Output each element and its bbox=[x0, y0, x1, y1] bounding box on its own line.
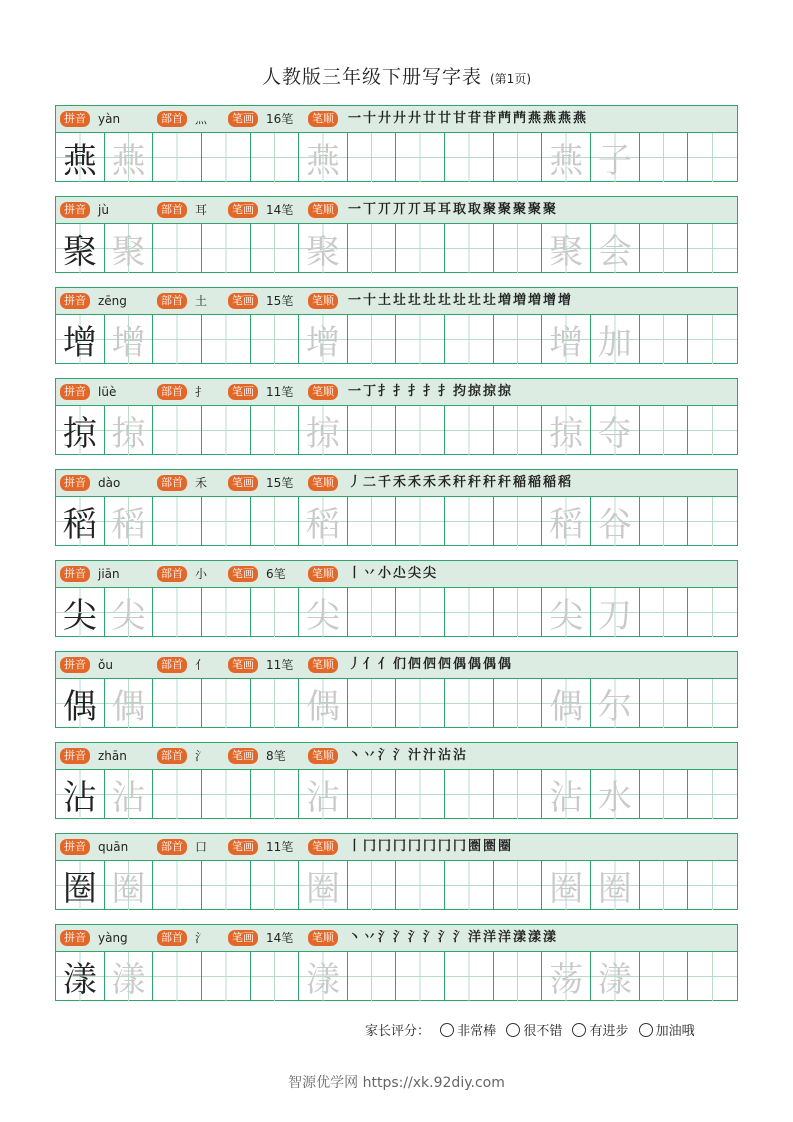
practice-cell[interactable] bbox=[348, 406, 397, 455]
practice-cell[interactable] bbox=[445, 133, 494, 182]
practice-cell[interactable] bbox=[396, 588, 445, 637]
practice-cell[interactable] bbox=[445, 770, 494, 819]
practice-cell[interactable] bbox=[153, 861, 202, 910]
practice-cell[interactable] bbox=[640, 588, 689, 637]
practice-cell[interactable] bbox=[396, 315, 445, 364]
radical-value: 氵 bbox=[195, 749, 208, 763]
practice-cell[interactable] bbox=[202, 588, 251, 637]
pinyin-value: yàn bbox=[98, 112, 121, 126]
char-block bbox=[55, 196, 738, 273]
practice-cell[interactable] bbox=[348, 497, 397, 546]
word-char-cell: 漾 bbox=[591, 952, 640, 1001]
tianzige-grid bbox=[56, 406, 737, 455]
practice-cell[interactable] bbox=[494, 133, 543, 182]
stroke-count-tag: 笔画 bbox=[228, 293, 258, 309]
pinyin-tag: 拼音 bbox=[60, 384, 90, 400]
practice-cell[interactable] bbox=[688, 315, 737, 364]
trace-char-cell: 圈 bbox=[299, 861, 348, 910]
word-char-cell: 夺 bbox=[591, 406, 640, 455]
word-char-cell: 圈 bbox=[542, 861, 591, 910]
stroke-order-tag: 笔顺 bbox=[308, 475, 338, 491]
practice-cell[interactable] bbox=[445, 497, 494, 546]
title-text: 人教版三年级下册写字表 bbox=[261, 66, 482, 88]
practice-cell[interactable] bbox=[445, 952, 494, 1001]
pinyin-tag: 拼音 bbox=[60, 111, 90, 127]
trace-char-cell: 燕 bbox=[299, 133, 348, 182]
model-char-cell: 燕 bbox=[56, 133, 105, 182]
stroke-order-tag: 笔顺 bbox=[308, 111, 338, 127]
word-char-cell: 会 bbox=[591, 224, 640, 273]
pinyin-tag: 拼音 bbox=[60, 202, 90, 218]
practice-cell[interactable] bbox=[396, 406, 445, 455]
practice-cell[interactable] bbox=[251, 588, 300, 637]
stroke-order-sequence: 一丅丌丌丌耳耳取取聚聚聚聚聚 bbox=[348, 202, 559, 217]
practice-cell[interactable] bbox=[202, 679, 251, 728]
practice-cell[interactable] bbox=[202, 406, 251, 455]
tianzige-grid bbox=[56, 588, 737, 637]
practice-cell[interactable] bbox=[688, 588, 737, 637]
pinyin-value: yàng bbox=[98, 931, 128, 945]
word-char-cell: 聚 bbox=[542, 224, 591, 273]
char-info-bar bbox=[56, 470, 737, 497]
stroke-order-sequence: 丨冂冂冂冂冂冂冂圏圏圈 bbox=[348, 839, 514, 854]
stroke-count-value: 15笔 bbox=[266, 294, 294, 308]
practice-cell[interactable] bbox=[251, 952, 300, 1001]
stroke-count-tag: 笔画 bbox=[228, 657, 258, 673]
practice-cell[interactable] bbox=[688, 770, 737, 819]
practice-cell[interactable] bbox=[153, 133, 202, 182]
practice-cell[interactable] bbox=[396, 497, 445, 546]
model-char-cell: 掠 bbox=[56, 406, 105, 455]
practice-cell[interactable] bbox=[494, 770, 543, 819]
radical-tag: 部首 bbox=[157, 839, 187, 855]
stroke-count-value: 11笔 bbox=[266, 658, 294, 672]
trace-char-cell: 聚 bbox=[299, 224, 348, 273]
radical-value: 禾 bbox=[195, 476, 208, 490]
char-info-bar bbox=[56, 197, 737, 224]
practice-cell[interactable] bbox=[348, 224, 397, 273]
radical-tag: 部首 bbox=[157, 930, 187, 946]
trace-char-cell: 掠 bbox=[299, 406, 348, 455]
practice-cell[interactable] bbox=[396, 861, 445, 910]
practice-cell[interactable] bbox=[202, 497, 251, 546]
character-rows bbox=[55, 105, 738, 1015]
stroke-count-value: 14笔 bbox=[266, 931, 294, 945]
model-char-cell: 圈 bbox=[56, 861, 105, 910]
char-block bbox=[55, 833, 738, 910]
char-info-bar bbox=[56, 106, 737, 133]
char-block bbox=[55, 651, 738, 728]
practice-cell[interactable] bbox=[251, 497, 300, 546]
char-block bbox=[55, 560, 738, 637]
word-char-cell: 尔 bbox=[591, 679, 640, 728]
pinyin-tag: 拼音 bbox=[60, 475, 90, 491]
pinyin-value: zhān bbox=[98, 749, 127, 763]
practice-cell[interactable] bbox=[640, 770, 689, 819]
radical-tag: 部首 bbox=[157, 566, 187, 582]
practice-cell[interactable] bbox=[494, 679, 543, 728]
stroke-order-sequence: 丨丷小尐尖尖 bbox=[348, 566, 439, 581]
practice-cell[interactable] bbox=[396, 224, 445, 273]
practice-cell[interactable] bbox=[494, 224, 543, 273]
radical-tag: 部首 bbox=[157, 475, 187, 491]
radical-tag: 部首 bbox=[157, 111, 187, 127]
word-char-cell: 水 bbox=[591, 770, 640, 819]
tianzige-grid bbox=[56, 770, 737, 819]
practice-cell[interactable] bbox=[688, 497, 737, 546]
radical-value: 氵 bbox=[195, 931, 208, 945]
practice-cell[interactable] bbox=[494, 952, 543, 1001]
char-info-bar bbox=[56, 652, 737, 679]
practice-cell[interactable] bbox=[348, 770, 397, 819]
radio-circle-icon[interactable] bbox=[639, 1023, 653, 1037]
stroke-order-tag: 笔顺 bbox=[308, 930, 338, 946]
char-block bbox=[55, 742, 738, 819]
practice-cell[interactable] bbox=[251, 406, 300, 455]
practice-cell[interactable] bbox=[348, 588, 397, 637]
practice-cell[interactable] bbox=[688, 952, 737, 1001]
stroke-count-tag: 笔画 bbox=[228, 930, 258, 946]
practice-cell[interactable] bbox=[153, 224, 202, 273]
eval-option-3[interactable]: 有进步 bbox=[572, 1024, 628, 1039]
tianzige-grid bbox=[56, 224, 737, 273]
trace-char-cell: 尖 bbox=[105, 588, 154, 637]
evaluation-label: 家长评分： bbox=[365, 1024, 431, 1039]
stroke-order-tag: 笔顺 bbox=[308, 657, 338, 673]
practice-cell[interactable] bbox=[640, 861, 689, 910]
practice-cell[interactable] bbox=[153, 315, 202, 364]
radical-tag: 部首 bbox=[157, 657, 187, 673]
stroke-order-sequence: 丶丷氵氵氵氵氵氵洋洋洋漾漾漾 bbox=[348, 930, 559, 945]
word-char-cell: 燕 bbox=[542, 133, 591, 182]
stroke-count-tag: 笔画 bbox=[228, 475, 258, 491]
practice-cell[interactable] bbox=[396, 770, 445, 819]
word-char-cell: 刀 bbox=[591, 588, 640, 637]
practice-cell[interactable] bbox=[445, 861, 494, 910]
practice-cell[interactable] bbox=[445, 224, 494, 273]
practice-cell[interactable] bbox=[251, 315, 300, 364]
trace-char-cell: 燕 bbox=[105, 133, 154, 182]
practice-cell[interactable] bbox=[445, 315, 494, 364]
trace-char-cell: 偶 bbox=[299, 679, 348, 728]
radio-circle-icon[interactable] bbox=[572, 1023, 586, 1037]
trace-char-cell: 圈 bbox=[105, 861, 154, 910]
word-char-cell: 沾 bbox=[542, 770, 591, 819]
word-char-cell: 增 bbox=[542, 315, 591, 364]
practice-cell[interactable] bbox=[202, 133, 251, 182]
radio-circle-icon[interactable] bbox=[440, 1023, 454, 1037]
practice-cell[interactable] bbox=[445, 679, 494, 728]
trace-char-cell: 尖 bbox=[299, 588, 348, 637]
practice-cell[interactable] bbox=[688, 861, 737, 910]
radical-value: 小 bbox=[195, 567, 208, 581]
practice-cell[interactable] bbox=[494, 497, 543, 546]
stroke-count-value: 6笔 bbox=[266, 567, 286, 581]
page-number: (第1页) bbox=[490, 72, 531, 86]
pinyin-value: jiān bbox=[98, 567, 120, 581]
pinyin-value: zēng bbox=[98, 294, 127, 308]
practice-cell[interactable] bbox=[202, 952, 251, 1001]
pinyin-value: jù bbox=[98, 203, 109, 217]
trace-char-cell: 聚 bbox=[105, 224, 154, 273]
practice-cell[interactable] bbox=[348, 861, 397, 910]
pinyin-tag: 拼音 bbox=[60, 930, 90, 946]
tianzige-grid bbox=[56, 679, 737, 728]
char-block bbox=[55, 105, 738, 182]
trace-char-cell: 漾 bbox=[105, 952, 154, 1001]
practice-cell[interactable] bbox=[688, 406, 737, 455]
pinyin-value: dào bbox=[98, 476, 121, 490]
stroke-order-sequence: 一十廾廾廾廿廿甘苷苷菛菛燕燕燕燕 bbox=[348, 111, 589, 126]
char-info-bar bbox=[56, 379, 737, 406]
practice-cell[interactable] bbox=[640, 224, 689, 273]
pinyin-tag: 拼音 bbox=[60, 839, 90, 855]
practice-cell[interactable] bbox=[445, 588, 494, 637]
stroke-order-tag: 笔顺 bbox=[308, 566, 338, 582]
practice-cell[interactable] bbox=[251, 679, 300, 728]
radical-tag: 部首 bbox=[157, 384, 187, 400]
trace-char-cell: 稻 bbox=[105, 497, 154, 546]
char-info-bar bbox=[56, 288, 737, 315]
stroke-count-tag: 笔画 bbox=[228, 384, 258, 400]
trace-char-cell: 漾 bbox=[299, 952, 348, 1001]
stroke-order-sequence: 丶丷氵氵汁汁沾沾 bbox=[348, 748, 469, 763]
model-char-cell: 偶 bbox=[56, 679, 105, 728]
practice-cell[interactable] bbox=[640, 315, 689, 364]
site-footer: 智源优学网 https://xk.92diy.com bbox=[288, 1075, 505, 1091]
practice-cell[interactable] bbox=[153, 770, 202, 819]
word-char-cell: 谷 bbox=[591, 497, 640, 546]
radical-value: 亻 bbox=[195, 658, 208, 672]
practice-cell[interactable] bbox=[688, 133, 737, 182]
eval-option-2[interactable]: 很不错 bbox=[506, 1024, 562, 1039]
practice-cell[interactable] bbox=[202, 770, 251, 819]
tianzige-grid bbox=[56, 133, 737, 182]
trace-char-cell: 沾 bbox=[105, 770, 154, 819]
stroke-count-value: 16笔 bbox=[266, 112, 294, 126]
trace-char-cell: 稻 bbox=[299, 497, 348, 546]
practice-cell[interactable] bbox=[396, 679, 445, 728]
word-char-cell: 掠 bbox=[542, 406, 591, 455]
trace-char-cell: 掠 bbox=[105, 406, 154, 455]
pinyin-tag: 拼音 bbox=[60, 748, 90, 764]
practice-cell[interactable] bbox=[251, 861, 300, 910]
stroke-order-sequence: 丿亻亻们伵伵伵偶偶偶偶 bbox=[348, 657, 514, 672]
practice-cell[interactable] bbox=[688, 679, 737, 728]
char-block bbox=[55, 924, 738, 1001]
radical-value: 土 bbox=[195, 294, 208, 308]
practice-cell[interactable] bbox=[202, 315, 251, 364]
practice-cell[interactable] bbox=[348, 679, 397, 728]
pinyin-value: quān bbox=[98, 840, 129, 854]
radical-value: 口 bbox=[195, 840, 208, 854]
practice-cell[interactable] bbox=[251, 224, 300, 273]
eval-option-4[interactable]: 加油哦 bbox=[639, 1024, 695, 1039]
practice-cell[interactable] bbox=[153, 406, 202, 455]
word-char-cell: 偶 bbox=[542, 679, 591, 728]
word-char-cell: 稻 bbox=[542, 497, 591, 546]
stroke-order-tag: 笔顺 bbox=[308, 748, 338, 764]
stroke-order-sequence: 丿二千禾禾禾禾秆秆秆秆稲稲稲稻 bbox=[348, 475, 574, 490]
practice-cell[interactable] bbox=[640, 497, 689, 546]
practice-cell[interactable] bbox=[202, 224, 251, 273]
stroke-order-sequence: 一丁扌扌扌扌扌抣掠掠掠 bbox=[348, 384, 514, 399]
radical-tag: 部首 bbox=[157, 202, 187, 218]
pinyin-value: ǒu bbox=[98, 658, 113, 672]
char-info-bar bbox=[56, 561, 737, 588]
stroke-order-tag: 笔顺 bbox=[308, 384, 338, 400]
radical-value: 耳 bbox=[195, 203, 208, 217]
tianzige-grid bbox=[56, 952, 737, 1001]
char-info-bar bbox=[56, 834, 737, 861]
tianzige-grid bbox=[56, 497, 737, 546]
stroke-count-tag: 笔画 bbox=[228, 839, 258, 855]
stroke-count-value: 8笔 bbox=[266, 749, 286, 763]
word-char-cell: 尖 bbox=[542, 588, 591, 637]
stroke-count-tag: 笔画 bbox=[228, 202, 258, 218]
practice-cell[interactable] bbox=[640, 679, 689, 728]
pinyin-tag: 拼音 bbox=[60, 293, 90, 309]
word-char-cell: 圈 bbox=[591, 861, 640, 910]
practice-cell[interactable] bbox=[494, 406, 543, 455]
trace-char-cell: 沾 bbox=[299, 770, 348, 819]
word-char-cell: 子 bbox=[591, 133, 640, 182]
model-char-cell: 沾 bbox=[56, 770, 105, 819]
char-block bbox=[55, 287, 738, 364]
practice-cell[interactable] bbox=[153, 952, 202, 1001]
practice-cell[interactable] bbox=[640, 952, 689, 1001]
practice-cell[interactable] bbox=[348, 952, 397, 1001]
practice-cell[interactable] bbox=[153, 588, 202, 637]
practice-cell[interactable] bbox=[494, 861, 543, 910]
practice-cell[interactable] bbox=[688, 224, 737, 273]
practice-cell[interactable] bbox=[445, 406, 494, 455]
char-block bbox=[55, 469, 738, 546]
word-char-cell: 加 bbox=[591, 315, 640, 364]
model-char-cell: 稻 bbox=[56, 497, 105, 546]
practice-cell[interactable] bbox=[348, 133, 397, 182]
practice-cell[interactable] bbox=[348, 315, 397, 364]
tianzige-grid bbox=[56, 861, 737, 910]
practice-cell[interactable] bbox=[251, 770, 300, 819]
stroke-count-tag: 笔画 bbox=[228, 566, 258, 582]
radical-tag: 部首 bbox=[157, 748, 187, 764]
parent-evaluation bbox=[365, 1020, 695, 1039]
radical-value: 灬 bbox=[195, 112, 208, 126]
page-title bbox=[0, 62, 793, 89]
tianzige-grid bbox=[56, 315, 737, 364]
char-info-bar bbox=[56, 925, 737, 952]
trace-char-cell: 增 bbox=[299, 315, 348, 364]
practice-cell[interactable] bbox=[396, 952, 445, 1001]
pinyin-value: lüè bbox=[98, 385, 117, 399]
pinyin-tag: 拼音 bbox=[60, 657, 90, 673]
stroke-count-tag: 笔画 bbox=[228, 748, 258, 764]
practice-cell[interactable] bbox=[153, 497, 202, 546]
model-char-cell: 聚 bbox=[56, 224, 105, 273]
practice-cell[interactable] bbox=[396, 133, 445, 182]
radical-value: 扌 bbox=[195, 385, 208, 399]
practice-cell[interactable] bbox=[640, 133, 689, 182]
practice-cell[interactable] bbox=[153, 679, 202, 728]
stroke-order-tag: 笔顺 bbox=[308, 202, 338, 218]
stroke-order-sequence: 一十土圵圵圵圵圵圵圵増増増增增 bbox=[348, 293, 574, 308]
practice-cell[interactable] bbox=[202, 861, 251, 910]
stroke-count-value: 15笔 bbox=[266, 476, 294, 490]
model-char-cell: 漾 bbox=[56, 952, 105, 1001]
stroke-count-tag: 笔画 bbox=[228, 111, 258, 127]
char-block bbox=[55, 378, 738, 455]
trace-char-cell: 增 bbox=[105, 315, 154, 364]
practice-cell[interactable] bbox=[494, 315, 543, 364]
practice-cell[interactable] bbox=[494, 588, 543, 637]
stroke-count-value: 14笔 bbox=[266, 203, 294, 217]
pinyin-tag: 拼音 bbox=[60, 566, 90, 582]
stroke-count-value: 11笔 bbox=[266, 385, 294, 399]
stroke-order-tag: 笔顺 bbox=[308, 293, 338, 309]
stroke-count-value: 11笔 bbox=[266, 840, 294, 854]
practice-cell[interactable] bbox=[640, 406, 689, 455]
char-info-bar bbox=[56, 743, 737, 770]
eval-option-1[interactable]: 非常棒 bbox=[440, 1024, 496, 1039]
word-char-cell: 荡 bbox=[542, 952, 591, 1001]
stroke-order-tag: 笔顺 bbox=[308, 839, 338, 855]
radical-tag: 部首 bbox=[157, 293, 187, 309]
radio-circle-icon[interactable] bbox=[506, 1023, 520, 1037]
practice-cell[interactable] bbox=[251, 133, 300, 182]
trace-char-cell: 偶 bbox=[105, 679, 154, 728]
model-char-cell: 尖 bbox=[56, 588, 105, 637]
model-char-cell: 增 bbox=[56, 315, 105, 364]
